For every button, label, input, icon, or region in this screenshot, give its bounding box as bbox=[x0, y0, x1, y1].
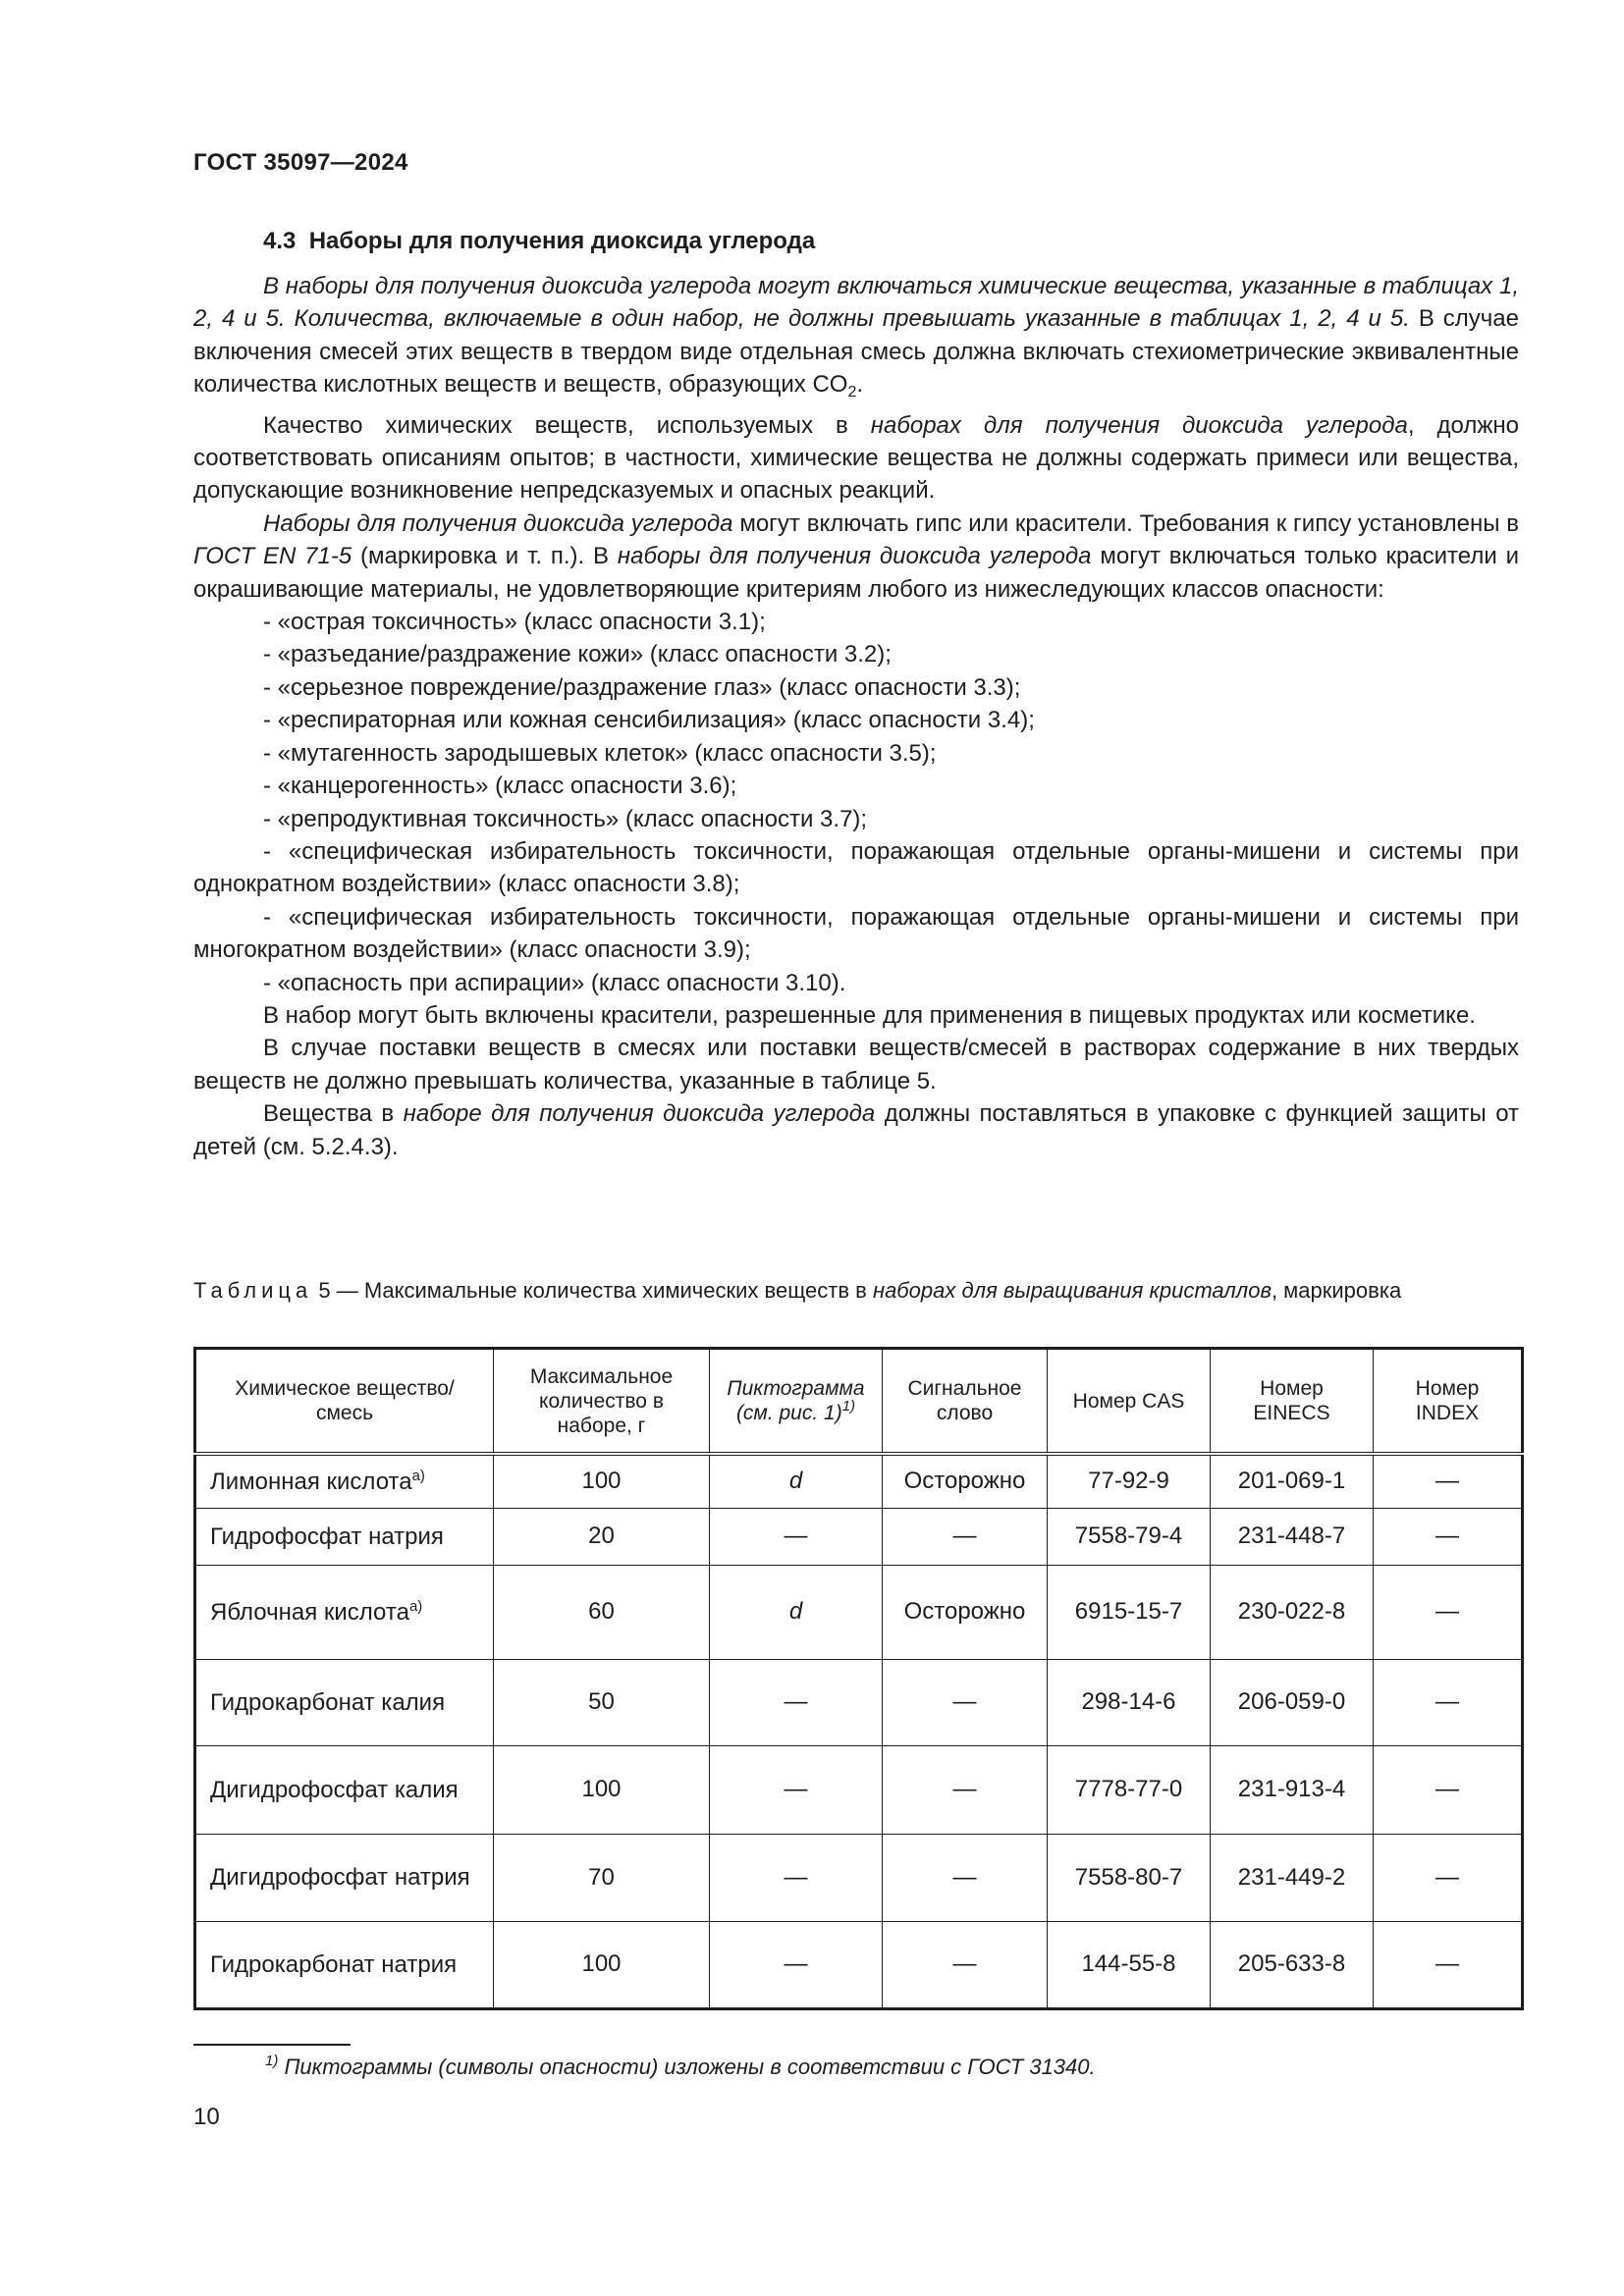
cell-amount: 70 bbox=[494, 1834, 710, 1921]
section-number: 4.3 bbox=[263, 228, 297, 254]
cell-cas: 6915-15-7 bbox=[1048, 1565, 1211, 1659]
paragraph-1-end: . bbox=[856, 371, 864, 399]
paragraph-1-text: В случае включения смесей этих веществ в твердом виде отдельная смесь должна включать стехиометрические эквивалентные количества кислотных веществ и веществ, образующих CO bbox=[193, 305, 1519, 399]
hazard-list-item: - «острая токсичность» (класс опасности 3.1); bbox=[263, 609, 766, 636]
table-row bbox=[195, 1745, 1523, 1834]
footnote bbox=[265, 2055, 1096, 2080]
paragraph-3-italic-1: Наборы для получения диоксида углерода bbox=[263, 509, 733, 537]
substance-name: Лимонная кислота bbox=[210, 1468, 412, 1495]
substance-footnote-mark: a) bbox=[408, 1597, 423, 1615]
table-caption-label: Таблица bbox=[193, 1278, 313, 1303]
hazard-list-item: - «опасность при аспирации» (класс опасности 3.10). bbox=[263, 969, 846, 996]
hazard-list-item: - «серьезное повреждение/раздражение глаз» (класс опасности 3.3); bbox=[263, 673, 1021, 701]
cell-signal-word: — bbox=[883, 1659, 1048, 1745]
header-pictogram bbox=[710, 1349, 883, 1455]
page-number: 10 bbox=[193, 2104, 220, 2130]
hazard-list-item: - «канцерогенность» (класс опасности 3.6); bbox=[263, 773, 737, 800]
table-caption bbox=[193, 1277, 1519, 1304]
paragraph-1-italic: В наборы для получения диоксида углерода могут включаться химические вещества, указанные в таблицах 1, 2, 4 и 5. Количества, включаемые в один набор, не должны превышать указанные в таблицах 1, 2, 4 и 5. bbox=[193, 273, 1519, 333]
cell-pictogram: — bbox=[710, 1745, 883, 1834]
table-row bbox=[195, 1834, 1523, 1921]
paragraph-4: В набор могут быть включены красители, разрешенные для применения в пищевых продуктах или косметике. bbox=[263, 1001, 1476, 1029]
cell-substance bbox=[195, 1565, 494, 1659]
cell-substance bbox=[195, 1834, 494, 1921]
cell-einecs: 231-449-2 bbox=[1211, 1834, 1374, 1921]
table-caption-italic: наборах для выращивания кристаллов bbox=[872, 1278, 1272, 1303]
section-heading bbox=[263, 228, 815, 255]
header-max-amount: Максимальное количество в наборе, г bbox=[494, 1349, 710, 1455]
paragraph-6-text-b: должны поставляться в упаковке с функцией защиты от детей (см. 5.2.4.3). bbox=[193, 1100, 1519, 1160]
substance-name: Гидрокарбонат натрия bbox=[210, 1950, 458, 1978]
paragraph-3-text-c: могут включаться только красители и окрашивающие материалы, не удовлетворяющие критериям любого из нижеследующих классов опасности: bbox=[193, 543, 1519, 603]
cell-amount: 50 bbox=[494, 1659, 710, 1745]
cell-amount: 100 bbox=[494, 1745, 710, 1834]
paragraph-1 bbox=[193, 270, 1519, 409]
hazard-list-item: - «репродуктивная токсичность» (класс опасности 3.7); bbox=[263, 805, 868, 832]
standard-reference: ГОСТ EN 71-5 bbox=[193, 543, 352, 570]
header-index: Номер INDEX bbox=[1374, 1349, 1523, 1455]
cell-einecs: 231-448-7 bbox=[1211, 1508, 1374, 1565]
cell-signal-word: Осторожно bbox=[883, 1565, 1048, 1659]
substance-name: Гидрокарбонат калия bbox=[210, 1688, 446, 1716]
cell-amount: 100 bbox=[494, 1921, 710, 2008]
cell-signal-word: Осторожно bbox=[883, 1454, 1048, 1508]
cell-pictogram: — bbox=[710, 1921, 883, 2008]
cell-index: — bbox=[1374, 1565, 1523, 1659]
hazard-list-item: - «респираторная или кожная сенсибилизация» (класс опасности 3.4); bbox=[263, 707, 1035, 734]
cell-amount: 20 bbox=[494, 1508, 710, 1565]
cell-pictogram: — bbox=[710, 1659, 883, 1745]
cell-index: — bbox=[1374, 1745, 1523, 1834]
header-signal-word: Сигнальное слово bbox=[883, 1349, 1048, 1455]
paragraph-5: В случае поставки веществ в смесях или поставки веществ/смесей в растворах содержание в них твердых веществ не должно превышать количества, указанные в таблице 5. bbox=[193, 1035, 1519, 1095]
table-row bbox=[195, 1921, 1523, 2008]
header-einecs: Номер EINECS bbox=[1211, 1349, 1374, 1455]
header-pictogram-label: Пиктограмма (см. рис. 1) bbox=[727, 1377, 865, 1424]
substance-name: Дигидрофосфат калия bbox=[210, 1776, 459, 1803]
cell-substance bbox=[195, 1921, 494, 2008]
footnote-text: Пиктограммы (символы опасности) изложены в соответствии с ГОСТ 31340. bbox=[284, 2055, 1096, 2079]
cell-cas: 7558-79-4 bbox=[1048, 1508, 1211, 1565]
hazard-list-item: - «специфическая избирательность токсичности, поражающая отдельные органы-мишени и системы при однократном воздействии» (класс опасности 3.8); bbox=[193, 837, 1519, 898]
cell-amount: 100 bbox=[494, 1454, 710, 1508]
table-row bbox=[195, 1454, 1523, 1508]
paragraph-3 bbox=[193, 507, 1519, 606]
table-row bbox=[195, 1565, 1523, 1659]
cell-pictogram: — bbox=[710, 1834, 883, 1921]
cell-signal-word: — bbox=[883, 1508, 1048, 1565]
cell-cas: 7778-77-0 bbox=[1048, 1745, 1211, 1834]
table-row bbox=[195, 1508, 1523, 1565]
cell-substance bbox=[195, 1659, 494, 1745]
cell-cas: 298-14-6 bbox=[1048, 1659, 1211, 1745]
cell-signal-word: — bbox=[883, 1921, 1048, 2008]
table-row bbox=[195, 1659, 1523, 1745]
paragraph-2 bbox=[193, 409, 1519, 507]
cell-cas: 144-55-8 bbox=[1048, 1921, 1211, 2008]
table-caption-text-a: 5 — Максимальные количества химических веществ в bbox=[312, 1278, 873, 1303]
cell-einecs: 231-913-4 bbox=[1211, 1745, 1374, 1834]
substance-footnote-mark: a) bbox=[411, 1467, 425, 1484]
cell-einecs: 201-069-1 bbox=[1211, 1454, 1374, 1508]
substance-name: Гидрофосфат натрия bbox=[210, 1522, 444, 1550]
paragraph-2-text-b: , должно соответствовать описаниям опытов; в частности, химические вещества не должны содержать примеси или вещества, допускающие возникновение непредсказуемых и опасных реакций. bbox=[193, 411, 1519, 505]
cell-index: — bbox=[1374, 1921, 1523, 2008]
paragraph-6-italic: наборе для получения диоксида углерода bbox=[403, 1100, 876, 1128]
cell-cas: 7558-80-7 bbox=[1048, 1834, 1211, 1921]
cell-index: — bbox=[1374, 1659, 1523, 1745]
cell-einecs: 230-022-8 bbox=[1211, 1565, 1374, 1659]
hazard-list-item: - «мутагенность зародышевых клеток» (класс опасности 3.5); bbox=[263, 739, 937, 767]
footnote-divider bbox=[193, 2044, 351, 2046]
cell-pictogram: d bbox=[710, 1565, 883, 1659]
hazard-list-item: - «специфическая избирательность токсичности, поражающая отдельные органы-мишени и системы при многократном воздействии» (класс опасности 3.9); bbox=[193, 903, 1519, 964]
footnote-marker: 1) bbox=[265, 2053, 279, 2069]
cell-signal-word: — bbox=[883, 1834, 1048, 1921]
paragraph-2-text-a: Качество химических веществ, используемых в bbox=[263, 411, 871, 439]
cell-substance bbox=[195, 1508, 494, 1565]
hazard-list-item: - «разъедание/раздражение кожи» (класс опасности 3.2); bbox=[263, 641, 892, 668]
header-substance: Химическое вещество/ смесь bbox=[195, 1349, 494, 1455]
header-pictogram-footnote-mark: 1) bbox=[841, 1398, 856, 1415]
cell-cas: 77-92-9 bbox=[1048, 1454, 1211, 1508]
cell-einecs: 206-059-0 bbox=[1211, 1659, 1374, 1745]
table-header-row bbox=[195, 1349, 1523, 1455]
document-id: ГОСТ 35097—2024 bbox=[193, 149, 408, 176]
co2-subscript: 2 bbox=[847, 384, 857, 401]
cell-signal-word: — bbox=[883, 1745, 1048, 1834]
section-body bbox=[193, 270, 1519, 1163]
cell-index: — bbox=[1374, 1454, 1523, 1508]
cell-index: — bbox=[1374, 1834, 1523, 1921]
substance-name: Яблочная кислота bbox=[210, 1598, 409, 1626]
paragraph-6-text-a: Вещества в bbox=[263, 1100, 404, 1128]
paragraph-3-text-a: могут включать гипс или красители. Требования к гипсу установлены в bbox=[732, 509, 1519, 537]
cell-index: — bbox=[1374, 1508, 1523, 1565]
header-cas: Номер CAS bbox=[1048, 1349, 1211, 1455]
cell-pictogram: d bbox=[710, 1454, 883, 1508]
table-caption-text-b: , маркировка bbox=[1271, 1278, 1402, 1303]
substances-table bbox=[193, 1347, 1524, 2010]
cell-einecs: 205-633-8 bbox=[1211, 1921, 1374, 2008]
paragraph-6 bbox=[193, 1097, 1519, 1163]
paragraph-3-text-b: (маркировка и т. п.). В bbox=[352, 543, 618, 570]
cell-substance bbox=[195, 1454, 494, 1508]
paragraph-2-italic: наборах для получения диоксида углерода bbox=[870, 411, 1408, 439]
cell-pictogram: — bbox=[710, 1508, 883, 1565]
cell-substance bbox=[195, 1745, 494, 1834]
paragraph-3-italic-3: наборы для получения диоксида углерода bbox=[617, 543, 1092, 570]
cell-amount: 60 bbox=[494, 1565, 710, 1659]
substance-name: Дигидрофосфат натрия bbox=[210, 1864, 470, 1891]
section-title: Наборы для получения диоксида углерода bbox=[308, 228, 816, 254]
